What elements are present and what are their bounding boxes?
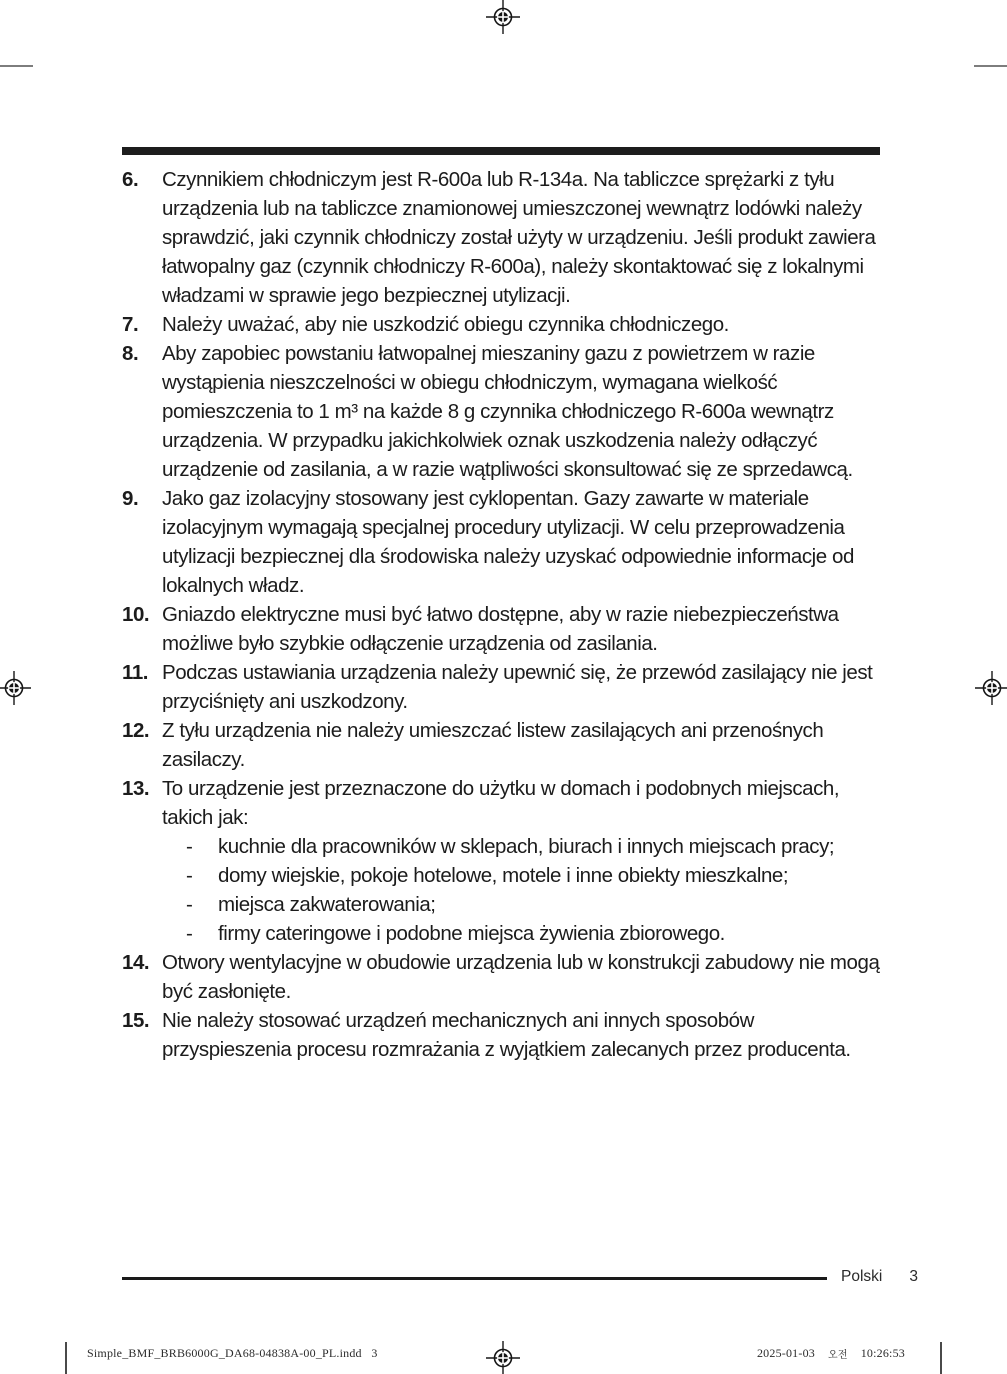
list-item xyxy=(122,600,880,658)
list-item-text: Gniazdo elektryczne musi być łatwo dostępne, aby w razie niebezpieczeństwa możliwe było szybkie odłączenie urządzenia od zasilania. xyxy=(162,603,839,655)
sub-list-item xyxy=(162,861,880,890)
list-item-number: 7. xyxy=(122,313,139,336)
list-item xyxy=(122,774,880,948)
safety-instructions-list xyxy=(122,165,880,1064)
sub-list-item xyxy=(162,890,880,919)
print-date: 2025-01-03 xyxy=(756,1346,815,1360)
list-item xyxy=(122,484,880,600)
list-item-text: Otwory wentylacyjne w obudowie urządzenia lub w konstrukcji zabudowy nie mogą być zasłonięte. xyxy=(162,951,880,1003)
list-item xyxy=(122,339,880,484)
print-timestamp xyxy=(757,1346,905,1361)
dash-marker: - xyxy=(186,835,193,858)
list-item-text: Nie należy stosować urządzeń mechanicznych ani innych sposobów przyspieszenia procesu rozmrażania z wyjątkiem zalecanych przez producenta. xyxy=(162,1009,851,1061)
list-item xyxy=(122,310,880,339)
list-item-text: Podczas ustawiania urządzenia należy upewnić się, że przewód zasilający nie jest przyciśnięty ani uszkodzony. xyxy=(162,661,873,713)
dash-marker: - xyxy=(186,893,193,916)
crop-mark xyxy=(974,65,1007,67)
sub-list-item-text: miejsca zakwaterowania; xyxy=(218,893,436,916)
list-item xyxy=(122,165,880,310)
print-time: 10:26:53 xyxy=(860,1346,905,1360)
list-item xyxy=(122,948,880,1006)
crop-mark xyxy=(0,65,33,67)
registration-mark-icon xyxy=(975,671,1007,705)
list-item-number: 10. xyxy=(122,603,150,626)
print-meridiem: 오전 xyxy=(827,1350,848,1361)
list-item-number: 11. xyxy=(122,661,149,684)
page-footer xyxy=(841,1268,918,1286)
registration-mark-icon xyxy=(486,0,520,34)
footer-rule xyxy=(122,1277,827,1280)
list-item xyxy=(122,658,880,716)
crop-mark xyxy=(65,1342,67,1374)
sub-list-item-text: kuchnie dla pracowników w sklepach, biurach i innych miejscach pracy; xyxy=(218,835,835,858)
list-item-text xyxy=(162,774,880,948)
footer-language-label: Polski xyxy=(841,1268,883,1285)
dash-marker: - xyxy=(186,922,193,945)
crop-mark xyxy=(940,1342,942,1374)
list-item-text: Z tyłu urządzenia nie należy umieszczać listew zasilających ani przenośnych zasilaczy. xyxy=(162,719,824,771)
sub-list-item xyxy=(162,832,880,861)
dash-marker: - xyxy=(186,864,193,887)
list-item-lead-text: To urządzenie jest przeznaczone do użytku w domach i podobnych miejscach, takich jak: xyxy=(162,777,840,829)
list-item-text: Aby zapobiec powstaniu łatwopalnej mieszaniny gazu z powietrzem w razie wystąpienia nieszczelności w obiegu chłodniczym, wymagana wielkość pomieszczenia to 1 m³ na każde 8 g czynnika chłodniczego R-600a wewnątrz urządzenia. W przypadku jakichkolwiek oznak uszkodzenia należy odłączyć urządzenie od zasilania, a w razie wątpliwości skonsultować się ze sprzedawcą. xyxy=(162,342,853,481)
list-item-number: 13. xyxy=(122,777,150,800)
list-item xyxy=(122,716,880,774)
list-item-number: 15. xyxy=(122,1009,150,1032)
list-item-text: Czynnikiem chłodniczym jest R-600a lub R-134a. Na tabliczce sprężarki z tyłu urządzenia lub na tabliczce znamionowej umieszczonej wewnątrz lodówki należy sprawdzić, jaki czynnik chłodniczy został użyty w urządzeniu. Jeśli produkt zawiera łatwopalny gaz (czynnik chłodniczy R-600a), należy skontaktować się z lokalnymi władzami w sprawie jego bezpiecznej utylizacji. xyxy=(162,168,876,307)
list-item-number: 8. xyxy=(122,342,139,365)
list-item-text: Jako gaz izolacyjny stosowany jest cyklopentan. Gazy zawarte w materiale izolacyjnym wymagają specjalnej procedury utylizacji. W celu przeprowadzenia utylizacji bezpiecznej dla środowiska należy uzyskać odpowiednie informacje od lokalnych władz. xyxy=(162,487,854,597)
sub-list-item-text: domy wiejskie, pokoje hotelowe, motele i inne obiekty mieszkalne; xyxy=(218,864,789,887)
footer-page-number: 3 xyxy=(909,1268,918,1285)
content-column xyxy=(122,147,880,1064)
sub-list-item xyxy=(162,919,880,948)
list-item-number: 9. xyxy=(122,487,139,510)
list-item-number: 14. xyxy=(122,951,150,974)
registration-mark-icon xyxy=(486,1341,520,1374)
print-file-info: Simple_BMF_BRB6000G_DA68-04838A-00_PL.indd 3 xyxy=(87,1346,378,1360)
registration-mark-icon xyxy=(0,671,31,705)
sub-list-item-text: firmy cateringowe i podobne miejsca żywienia zbiorowego. xyxy=(218,922,725,945)
list-item-text: Należy uważać, aby nie uszkodzić obiegu czynnika chłodniczego. xyxy=(162,313,729,336)
section-divider-bar xyxy=(122,147,880,155)
list-item-number: 6. xyxy=(122,168,139,191)
list-item xyxy=(122,1006,880,1064)
list-item-number: 12. xyxy=(122,719,150,742)
